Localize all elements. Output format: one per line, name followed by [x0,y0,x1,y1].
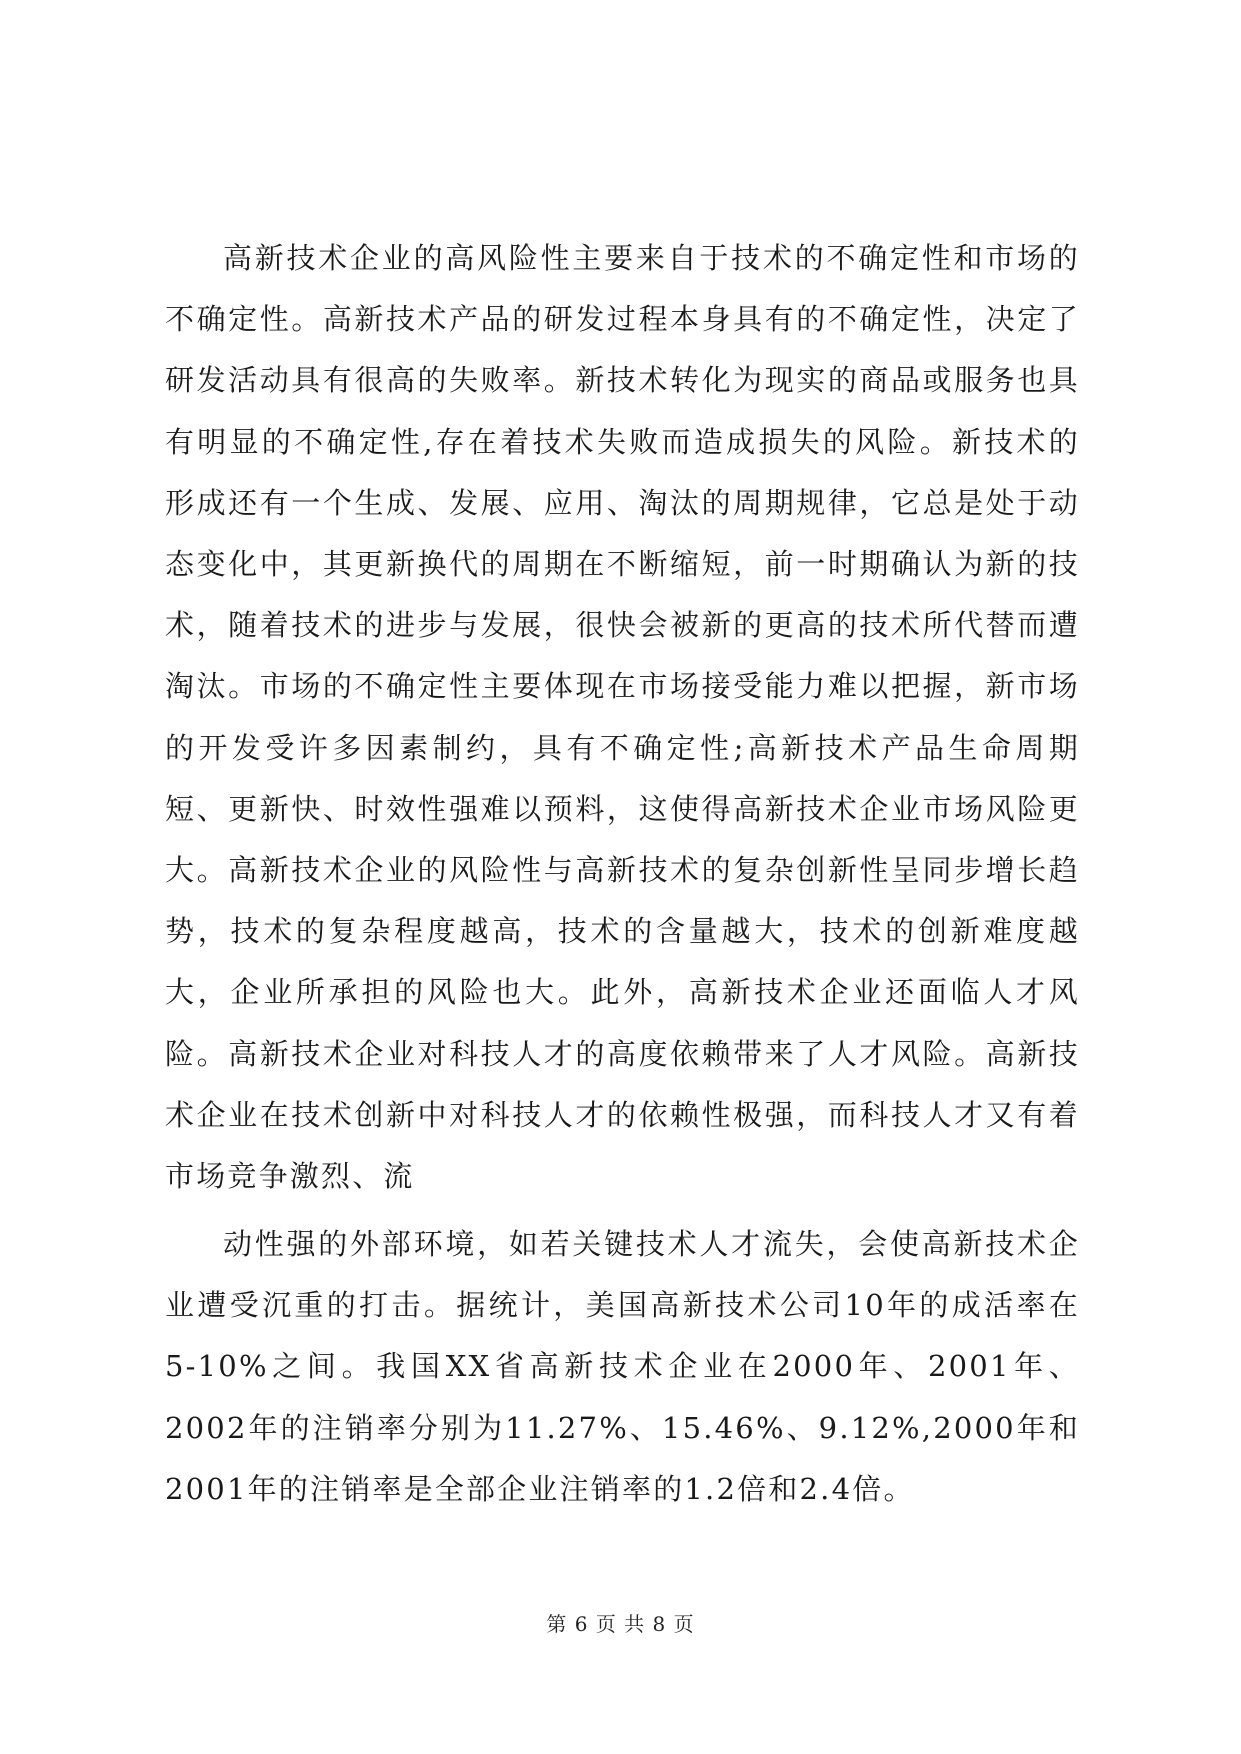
page-number-footer: 第 6 页 共 8 页 [546,1612,695,1636]
body-paragraph-2: 动性强的外部环境，如若关键技术人才流失，会使高新技术企业遭受沉重的打击。据统计，美国高新技术公司10年的成活率在5-10%之间。我国XX省高新技术企业在2000年、2001年、2002年的注销率分别为11.27%、15.46%、9.12%,2000年和2001年的注销率是全部企业注销率的1.2倍和2.4倍。 [165,1227,1080,1506]
body-paragraph-1: 高新技术企业的高风险性主要来自于技术的不确定性和市场的不确定性。高新技术产品的研发过程本身具有的不确定性，决定了研发活动具有很高的失败率。新技术转化为现实的商品或服务也具有明显的不确定性,存在着技术失败而造成损失的风险。新技术的形成还有一个生成、发展、应用、淘汰的周期规律，它总是处于动态变化中，其更新换代的周期在不断缩短，前一时期确认为新的技术，随着技术的进步与发展，很快会被新的更高的技术所代替而遭淘汰。市场的不确定性主要体现在市场接受能力难以把握，新市场的开发受许多因素制约，具有不确定性;高新技术产品生命周期短、更新快、时效性强难以预料，这使得高新技术企业市场风险更大。高新技术企业的风险性与高新技术的复杂创新性呈同步增长趋势，技术的复杂程度越高，技术的含量越大，技术的创新难度越大，企业所承担的风险也大。此外，高新技术企业还面临人才风险。高新技术企业对科技人才的高度依赖带来了人才风险。高新技术企业在技术创新中对科技人才的依赖性极强，而科技人才又有着市场竞争激烈、流 [165,241,1080,1194]
